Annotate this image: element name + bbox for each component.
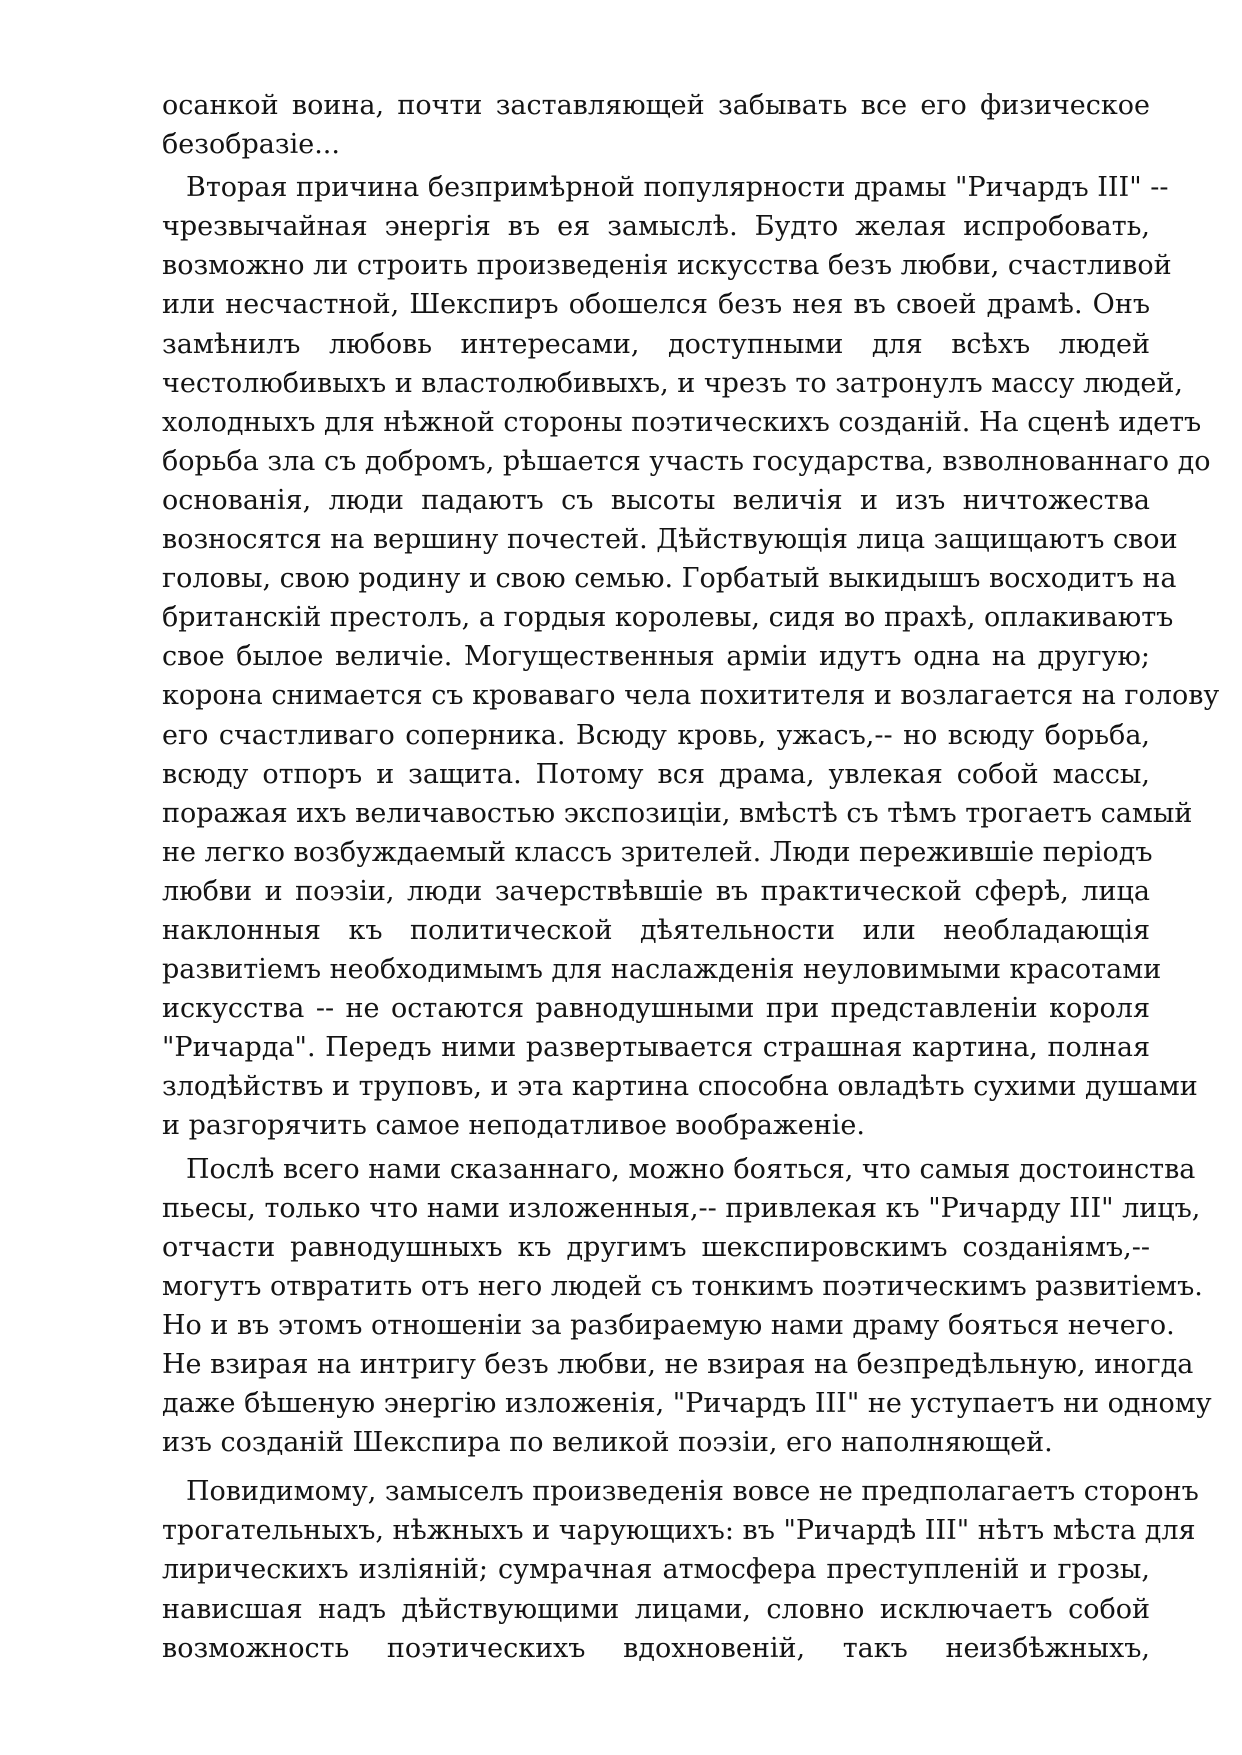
text-line: Не взирая на интригу безъ любви, не взирая на безпредѣльную, иногда [162, 1349, 1194, 1380]
text-line: чрезвычайная энергія въ ея замыслѣ. Будто желая испробовать, [162, 211, 1150, 243]
text-line: искусства -- не остаются равнодушными при представленіи короля [162, 993, 1150, 1025]
text-line: трогательныхъ, нѣжныхъ и чарующихъ: въ "Ричардѣ III" нѣтъ мѣста для [162, 1515, 1196, 1547]
text-line: честолюбивыхъ и властолюбивыхъ, и чрезъ то затронулъ массу людей, [162, 367, 1183, 399]
text-line: всюду отпоръ и защита. Потому вся драма, увлекая собой массы, [162, 758, 1150, 790]
text-line: изъ созданій Шекспира по великой поэзіи, его наполняющей. [162, 1427, 1053, 1459]
text-line: Послѣ всего нами сказаннаго, можно бояться, что самыя достоинства [186, 1153, 1196, 1185]
text-line: пьесы, только что нами изложенныя,-- привлекая къ "Ричарду III" лицъ, [162, 1192, 1201, 1224]
body-text [162, 86, 1220, 1668]
text-line: его счастливаго соперника. Всюду кровь, ужасъ,-- но всюду борьба, [162, 719, 1150, 751]
text-line: "Ричарда". Передъ ними развертывается страшная картина, полная [162, 1032, 1150, 1064]
text-line: Но и въ этомъ отношеніи за разбираемую нами драму бояться нечего. [162, 1309, 1175, 1341]
text-line: лирическихъ изліяній; сумрачная атмосфера преступленій и грозы, [162, 1554, 1150, 1586]
text-line: могутъ отвратить отъ него людей съ тонкимъ поэтическимъ развитіемъ. [162, 1270, 1203, 1302]
text-line: развитіемъ необходимымъ для наслажденія неуловимыми красотами [162, 954, 1162, 986]
text-line: головы, свою родину и свою семью. Горбатый выкидышъ восходитъ на [162, 563, 1177, 595]
text-line: или несчастной, Шекспиръ обошелся безъ нея въ своей драмѣ. Онъ [162, 289, 1150, 321]
text-line: наклонныя къ политической дѣятельности или необладающія [162, 914, 1150, 946]
text-line: корона снимается съ кроваваго чела похитителя и возлагается на голову [162, 680, 1220, 712]
text-line: основанія, люди падаютъ съ высоты величія и изъ ничтожества [162, 484, 1150, 516]
text-line: любви и поэзіи, люди зачерствѣвшіе въ практической сферѣ, лица [162, 875, 1150, 907]
text-line: возможно ли строить произведенія искусства безъ любви, счастливой [162, 250, 1172, 282]
text-line: Вторая причина безпримѣрной популярности драмы "Ричардъ III" -- [186, 172, 1169, 204]
text-line: возносятся на вершину почестей. Дѣйствующія лица защищаютъ свои [162, 524, 1178, 556]
text-line: злодѣйствъ и труповъ, и эта картина способна овладѣть сухими душами [162, 1071, 1198, 1103]
text-line: британскій престолъ, а гордыя королевы, сидя во прахѣ, оплакиваютъ [162, 602, 1174, 634]
text-line: свое былое величіе. Могущественныя арміи идутъ одна на другую; [162, 641, 1150, 673]
text-line: нависшая надъ дѣйствующими лицами, словно исключаетъ собой [162, 1593, 1150, 1625]
text-line: борьба зла съ добромъ, рѣшается участь государства, взволнованнаго до [162, 445, 1211, 477]
text-line: Повидимому, замыселъ произведенія вовсе не предполагаетъ сторонъ [186, 1476, 1199, 1508]
text-line: возможность поэтическихъ вдохновеній, такъ неизбѣжныхъ, [162, 1632, 1150, 1664]
text-line: даже бѣшеную энергію изложенія, "Ричардъ III" не уступаетъ ни одному [162, 1388, 1212, 1420]
text-line: отчасти равнодушныхъ къ другимъ шекспировскимъ созданіямъ,-- [162, 1231, 1150, 1263]
text-line: поражая ихъ величавостью экспозиціи, вмѣстѣ съ тѣмъ трогаетъ самый [162, 797, 1193, 829]
text-line: не легко возбуждаемый классъ зрителей. Люди пережившіе періодъ [162, 836, 1153, 868]
text-line: безобразіе... [162, 129, 340, 161]
text-line: холодныхъ для нѣжной стороны поэтическихъ созданій. На сценѣ идетъ [162, 406, 1202, 438]
text-line: осанкой воина, почти заставляющей забывать все его физическое [162, 90, 1150, 121]
text-line: замѣнилъ любовь интересами, доступными для всѣхъ людей [162, 328, 1150, 360]
text-line: и разгорячить самое неподатливое воображеніе. [162, 1110, 865, 1142]
